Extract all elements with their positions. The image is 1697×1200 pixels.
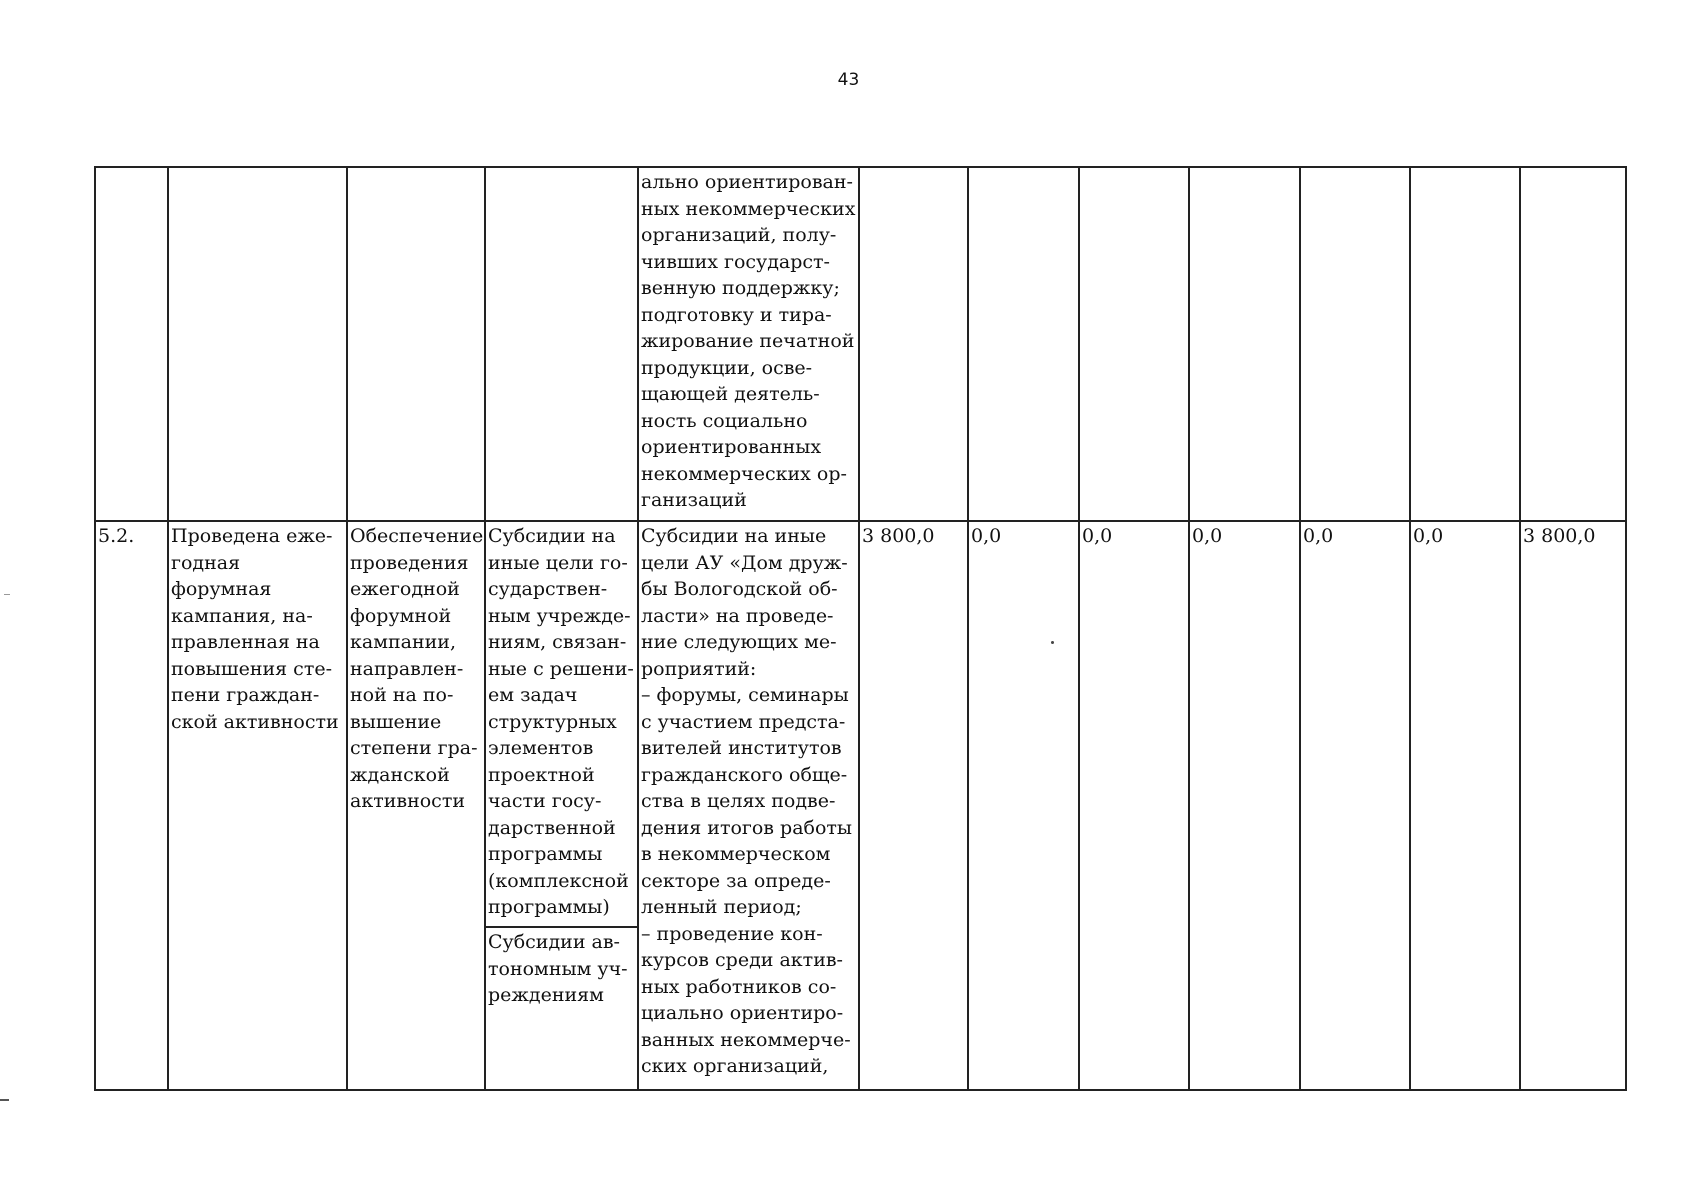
cell-number-empty	[95, 167, 168, 521]
cell-result: Проведена еже- годная форумная кампания, на- правленная на повышения сте- пени граждан- ской активности	[168, 521, 347, 1090]
cell-value-4: 0,0	[1189, 521, 1300, 1090]
cell-value-3: 0,0	[1079, 521, 1189, 1090]
cell-value-empty	[1520, 167, 1626, 521]
cell-description: Субсидии на иные цели АУ «Дом друж- бы Вологодской об- ласти» на проведе- ние следующих ме- роприятий: – форумы, семинары с участием предста- вителей институтов гражданского обще- ства в целях подве- дения итогов работы в некоммерческом секторе за опреде- ленный период; – проведение кон- курсов среди актив- ных работников со- циально ориентиро- ванных некоммерче- ских организаций,	[638, 521, 859, 1090]
scan-mark	[4, 594, 10, 595]
cell-expense-type-1: Субсидии на иные цели го- сударствен- ным учрежде- ниям, связан- ные с решени- ем задач структурных элементов проектной части госу- дарственной программы (комплексной программы)	[485, 521, 638, 927]
cell-task: Обеспечение проведения ежегодной форумной кампании, направлен- ной на по- вышение степени гра- жданской активности	[347, 521, 485, 1090]
cell-value-empty	[1410, 167, 1520, 521]
cell-description-continuation: ально ориентирован- ных некоммерческих организаций, полу- чивших государст- венную поддержку; подготовку и тира- жирование печатной продукции, осве- щающей деятель- ность социально ориентированных некоммерческих ор- ганизаций	[638, 167, 859, 521]
scan-speck	[1051, 641, 1054, 644]
cell-value-empty	[1189, 167, 1300, 521]
page-number: 43	[837, 70, 860, 90]
cell-value-empty	[1300, 167, 1410, 521]
cell-task-empty	[347, 167, 485, 521]
cell-expense-type-2: Субсидии ав- тономным уч- реждениям	[485, 927, 638, 1090]
cell-value-empty	[1079, 167, 1189, 521]
cell-value-5: 0,0	[1300, 521, 1410, 1090]
cell-expense-type-empty	[485, 167, 638, 521]
table-row-continuation	[95, 167, 1626, 521]
cell-row-number: 5.2.	[95, 521, 168, 1090]
cell-result-empty	[168, 167, 347, 521]
cell-value-total: 3 800,0	[1520, 521, 1626, 1090]
cell-value-empty	[968, 167, 1079, 521]
cell-value-empty	[859, 167, 968, 521]
cell-value-6: 0,0	[1410, 521, 1520, 1090]
cell-value-1: 3 800,0	[859, 521, 968, 1090]
cell-value-2: 0,0	[968, 521, 1079, 1090]
program-table	[94, 166, 1627, 1091]
scan-edge-mark	[0, 1099, 9, 1101]
table-row-5-2	[95, 521, 1626, 927]
